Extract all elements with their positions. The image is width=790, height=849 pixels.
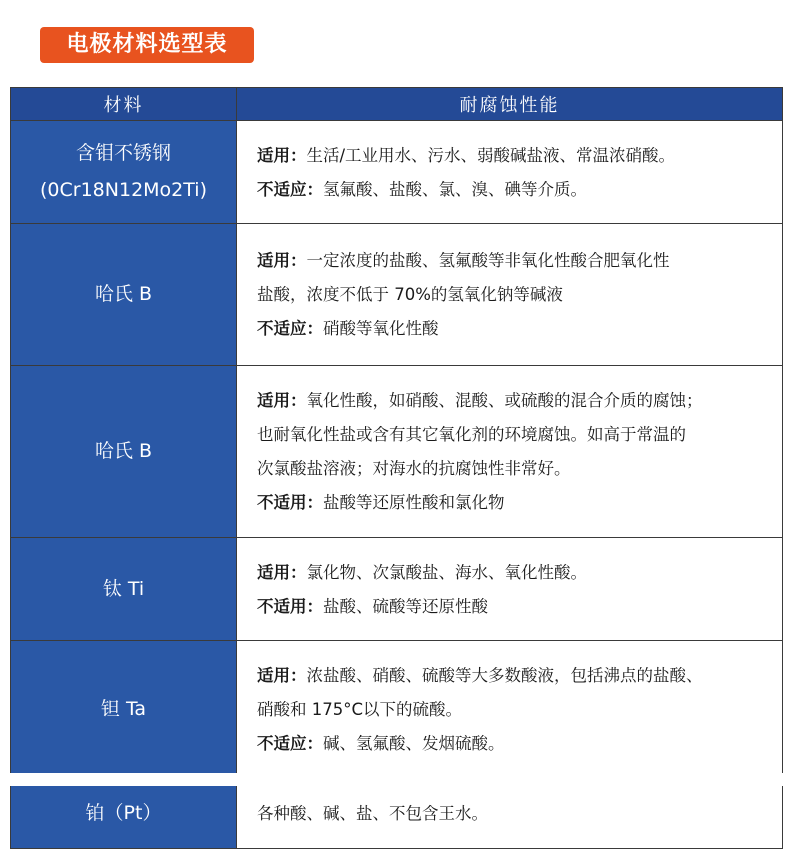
table-row bbox=[11, 538, 783, 641]
performance-cell bbox=[237, 538, 783, 641]
material-cell bbox=[11, 366, 237, 538]
unsuitable-label: 不适应： bbox=[257, 319, 323, 338]
suitable-text-cont: 次氯酸盐溶液；对海水的抗腐蚀性非常好。 bbox=[257, 459, 571, 478]
suitable-label: 适用： bbox=[257, 665, 307, 685]
suitable-label: 适用： bbox=[257, 145, 307, 165]
table-row bbox=[11, 121, 783, 224]
material-cell bbox=[11, 778, 237, 849]
electrode-material-table bbox=[10, 87, 783, 849]
unsuitable-label: 不适用： bbox=[257, 493, 323, 512]
bottom-margin bbox=[0, 773, 790, 786]
suitable-label: 适用： bbox=[257, 391, 307, 410]
material-cell bbox=[11, 641, 237, 778]
material-grade: (0Cr18N12Mo2Ti) bbox=[40, 179, 207, 201]
suitable-text-cont: 硝酸和 175°C以下的硫酸。 bbox=[257, 699, 463, 719]
suitable-text: 生活/工业用水、污水、弱酸碱盐液、常温浓硝酸。 bbox=[306, 145, 676, 165]
material-name: 哈氏 B bbox=[94, 440, 153, 462]
performance-cell bbox=[237, 778, 783, 849]
unsuitable-label: 不适用： bbox=[257, 596, 323, 616]
performance-cell bbox=[237, 224, 783, 366]
unsuitable-text: 盐酸等还原性酸和氯化物 bbox=[323, 493, 505, 512]
suitable-text: 浓盐酸、硝酸、硫酸等大多数酸液，包括沸点的盐酸、 bbox=[306, 665, 703, 685]
table-row bbox=[11, 778, 783, 849]
performance-text: 各种酸、碱、盐、不包含王水。 bbox=[257, 803, 488, 823]
suitable-label: 适用： bbox=[257, 562, 307, 582]
material-name: 含钼不锈钢 bbox=[75, 142, 171, 164]
material-name: 钽 Ta bbox=[100, 697, 147, 720]
performance-cell bbox=[237, 366, 783, 538]
material-cell bbox=[11, 224, 237, 366]
material-name: 铂（Pt） bbox=[85, 801, 162, 824]
suitable-text-cont: 也耐氧化性盐或含有其它氧化剂的环境腐蚀。如高于常温的 bbox=[257, 425, 686, 444]
table-row bbox=[11, 224, 783, 366]
unsuitable-text: 氢氟酸、盐酸、氯、溴、碘等介质。 bbox=[323, 179, 587, 199]
material-cell bbox=[11, 538, 237, 641]
header-material: 材料 bbox=[11, 88, 237, 121]
material-name: 钛 Ti bbox=[102, 577, 145, 600]
suitable-text: 氧化性酸，如硝酸、混酸、或硫酸的混合介质的腐蚀； bbox=[306, 391, 703, 410]
table-row bbox=[11, 366, 783, 538]
unsuitable-text: 盐酸、硫酸等还原性酸 bbox=[323, 596, 488, 616]
unsuitable-text: 硝酸等氧化性酸 bbox=[323, 319, 439, 338]
material-cell bbox=[11, 121, 237, 224]
table-header-row bbox=[11, 88, 783, 121]
unsuitable-label: 不适应： bbox=[257, 733, 323, 753]
suitable-text-cont: 盐酸，浓度不低于 70%的氢氧化钠等碱液 bbox=[257, 285, 563, 304]
header-performance: 耐腐蚀性能 bbox=[237, 88, 783, 121]
suitable-label: 适用： bbox=[257, 251, 307, 270]
suitable-text: 氯化物、次氯酸盐、海水、氧化性酸。 bbox=[306, 562, 587, 582]
table-row bbox=[11, 641, 783, 778]
unsuitable-text: 碱、氢氟酸、发烟硫酸。 bbox=[323, 733, 505, 753]
performance-cell bbox=[237, 641, 783, 778]
unsuitable-label: 不适应： bbox=[257, 179, 323, 199]
suitable-text: 一定浓度的盐酸、氢氟酸等非氧化性酸合肥氧化性 bbox=[306, 251, 670, 270]
material-name: 哈氏 B bbox=[94, 283, 153, 305]
page-title: 电极材料选型表 bbox=[40, 27, 254, 63]
performance-cell bbox=[237, 121, 783, 224]
